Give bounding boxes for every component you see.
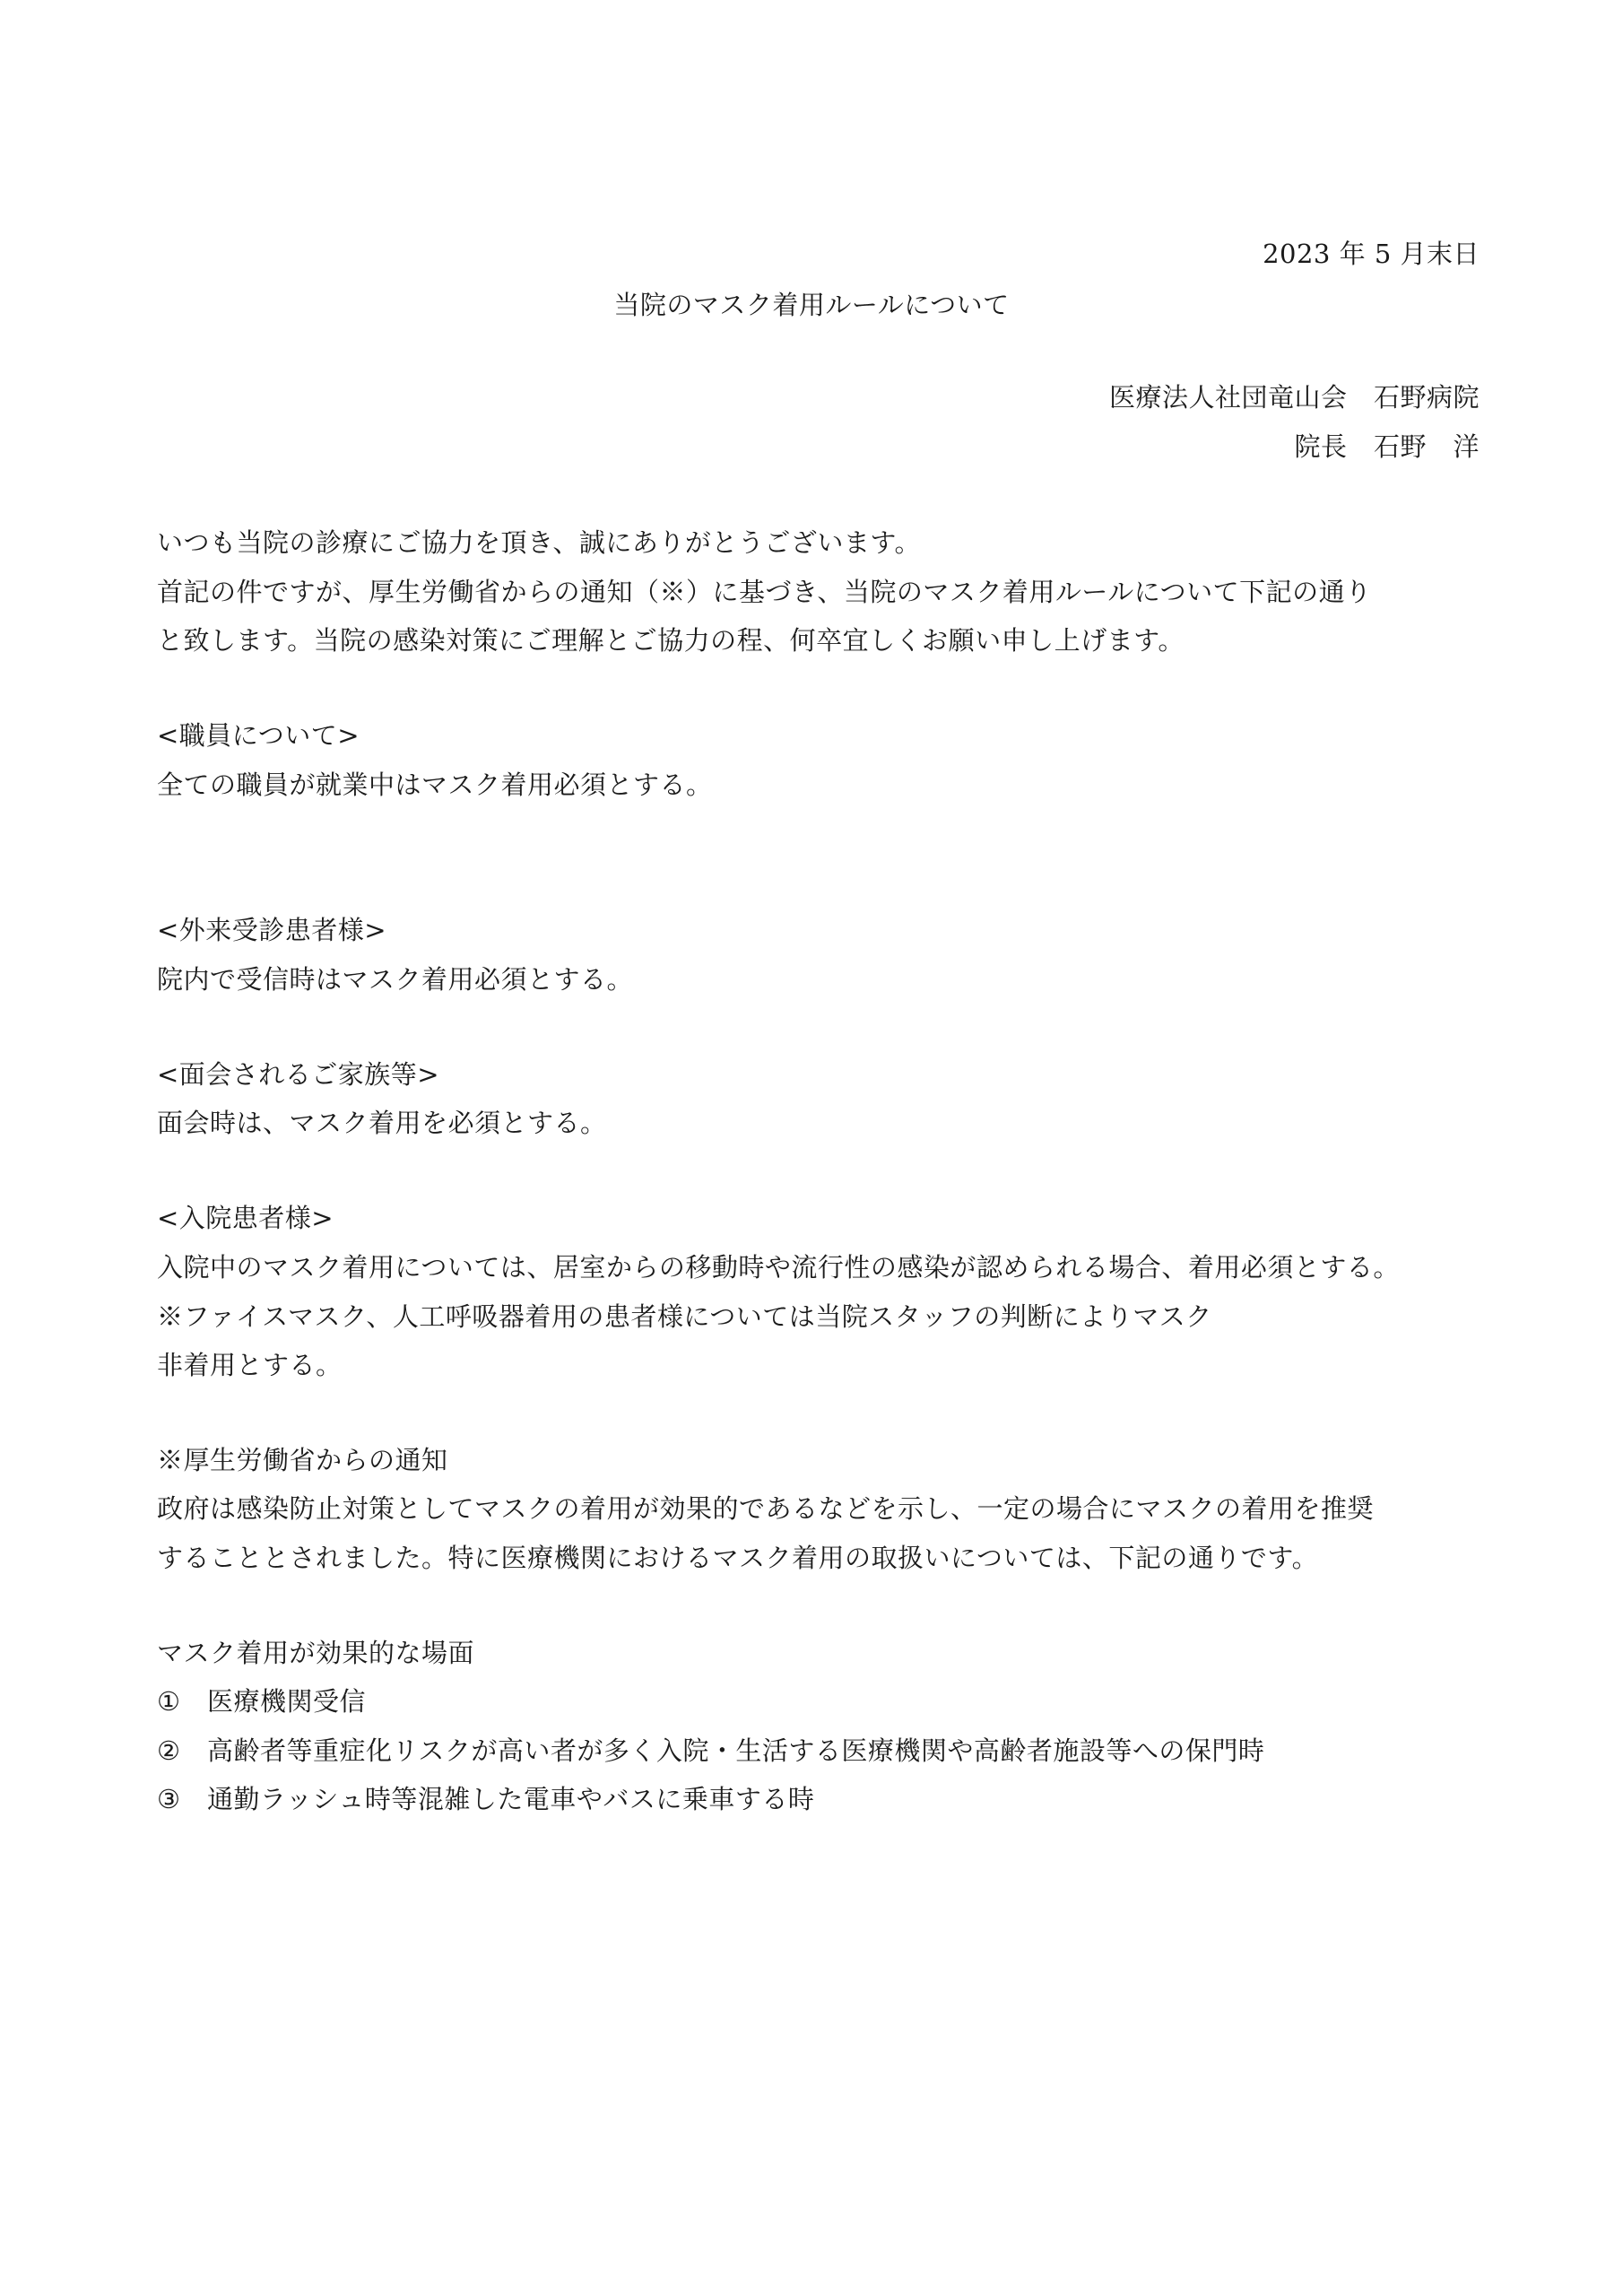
intro-line-1: いつも当院の診療にご協力を頂き、誠にありがとうございます。 [157, 527, 922, 558]
director-name: 院長 石野 洋 [1294, 431, 1480, 462]
list-item-text: 医療機関受信 [207, 1686, 367, 1717]
notice-heading: ※厚生労働省からの通知 [157, 1445, 448, 1475]
visitors-heading: <面会されるご家族等> [157, 1059, 440, 1090]
intro-line-2: 首記の件ですが、厚生労働省からの通知（※）に基づき、当院のマスク着用ルールについて下記の通り [157, 577, 1372, 607]
list-item [157, 1781, 814, 1817]
list-item [157, 1733, 1264, 1769]
list-item-number: ② [157, 1735, 181, 1766]
inpatients-heading: <入院患者様> [157, 1203, 334, 1233]
inpatients-line-1: 入院中のマスク着用については、居室からの移動時や流行性の感染が認められる場合、着用必須とする。 [157, 1252, 1400, 1283]
intro-line-3: と致します。当院の感染対策にご理解とご協力の程、何卒宜しくお願い申し上げます。 [157, 625, 1185, 656]
staff-body: 全ての職員が就業中はマスク着用必須とする。 [157, 770, 713, 800]
staff-heading: <職員について> [157, 720, 360, 751]
notice-line-2: することとされました。特に医療機関におけるマスク着用の取扱いについては、下記の通りです。 [157, 1543, 1319, 1573]
list-item-text: 通勤ラッシュ時等混雑した電車やバスに乗車する時 [207, 1784, 815, 1814]
list-item-number: ③ [157, 1784, 181, 1814]
document-date: 2023 年 5 月末日 [1263, 239, 1480, 269]
visitors-body: 面会時は、マスク着用を必須とする。 [157, 1108, 607, 1138]
list-item-number: ① [157, 1686, 181, 1717]
outpatients-heading: <外来受診患者様> [157, 915, 387, 945]
list-item [157, 1683, 366, 1719]
notice-line-1: 政府は感染防止対策としてマスクの着用が効果的であるなどを示し、一定の場合にマスクの着用を推奨 [157, 1493, 1375, 1524]
inpatients-line-3: 非着用とする。 [157, 1350, 343, 1380]
list-item-text: 高齢者等重症化リスクが高い者が多く入院・生活する医療機関や高齢者施設等への保門時 [207, 1735, 1265, 1766]
outpatients-body: 院内で受信時はマスク着用必須とする。 [157, 964, 634, 995]
organization-name: 医療法人社団竜山会 石野病院 [1108, 382, 1480, 413]
document-title: 当院のマスク着用ルールについて [613, 290, 1010, 320]
inpatients-line-2: ※ファイスマスク、人工呼吸器着用の患者様については当院スタッフの判断によりマスク [157, 1301, 1212, 1332]
effective-heading: マスク着用が効果的な場面 [157, 1638, 475, 1668]
